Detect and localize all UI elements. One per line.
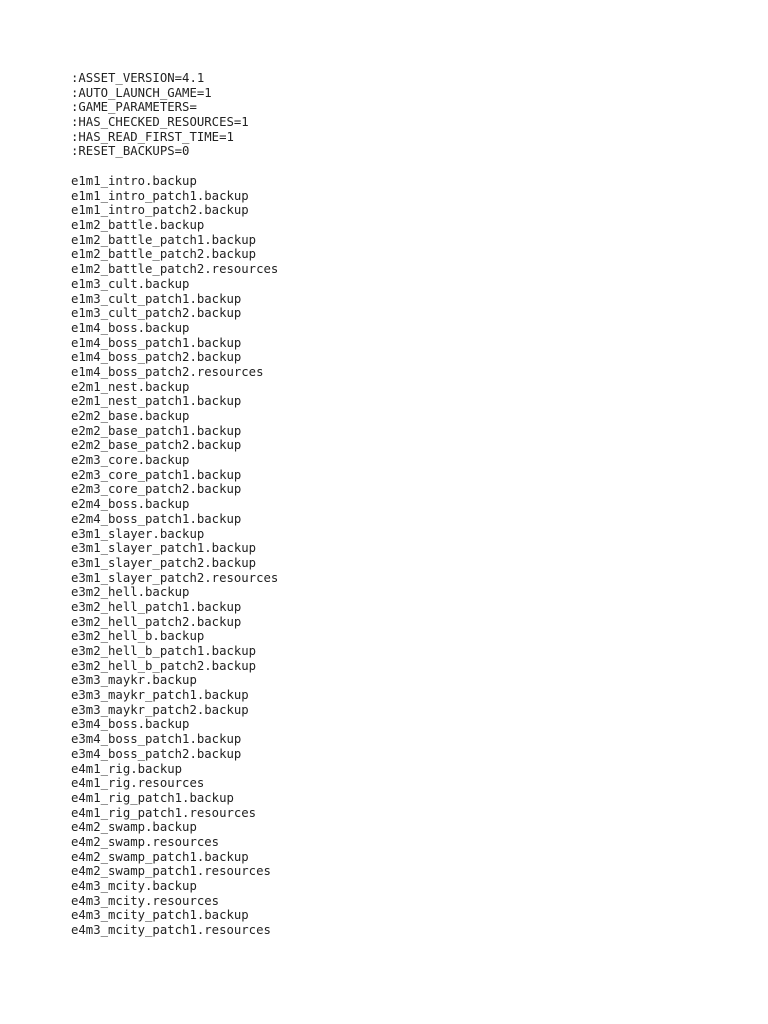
file-line: e2m4_boss_patch1.backup	[71, 511, 242, 526]
file-line: e3m2_hell_b_patch2.backup	[71, 658, 257, 673]
file-line: e4m1_rig_patch1.backup	[71, 790, 234, 805]
file-line: e4m3_mcity_patch1.backup	[71, 908, 249, 923]
file-line: e4m2_swamp.backup	[71, 820, 197, 835]
setting-line: :ASSET_VERSION=4.1	[71, 71, 205, 85]
file-line: e2m1_nest_patch1.backup	[71, 394, 242, 409]
file-line: e4m1_rig.backup	[71, 761, 183, 776]
setting-line: :HAS_CHECKED_RESOURCES=1	[71, 115, 249, 130]
file-line: e4m3_mcity.backup	[71, 879, 197, 893]
file-line: e2m2_base.backup	[71, 409, 190, 423]
file-line: e1m3_cult_patch1.backup	[71, 291, 242, 306]
file-line: e4m1_rig.resources	[71, 776, 205, 791]
file-line: e1m4_boss.backup	[71, 320, 190, 335]
file-line: e3m1_slayer.backup	[71, 526, 205, 541]
file-line: e3m2_hell_b_patch1.backup	[71, 644, 257, 658]
file-line: e1m4_boss_patch2.backup	[71, 350, 242, 365]
file-line: e2m1_nest.backup	[71, 379, 190, 394]
file-line: e3m3_maykr_patch1.backup	[71, 688, 249, 703]
file-line: e3m2_hell.backup	[71, 585, 190, 600]
file-line: e2m2_base_patch2.backup	[71, 438, 242, 453]
file-line: e4m1_rig_patch1.resources	[71, 805, 257, 820]
file-line: e1m3_cult.backup	[71, 276, 190, 291]
settings-list	[71, 71, 249, 159]
file-line: e3m4_boss_patch1.backup	[71, 732, 242, 747]
file-line: e3m3_maykr_patch2.backup	[71, 702, 249, 717]
file-line: e3m2_hell_patch1.backup	[71, 599, 242, 614]
file-line: e1m1_intro_patch1.backup	[71, 188, 249, 203]
file-line: e1m3_cult_patch2.backup	[71, 306, 242, 321]
file-line: e2m3_core_patch1.backup	[71, 467, 242, 482]
file-line: e2m3_core_patch2.backup	[71, 482, 242, 497]
file-line: e4m3_mcity.resources	[71, 893, 220, 908]
file-line: e3m1_slayer_patch2.resources	[71, 570, 279, 585]
setting-line: :AUTO_LAUNCH_GAME=1	[71, 85, 212, 100]
file-line: e3m2_hell_b.backup	[71, 629, 205, 644]
file-line: e1m4_boss_patch1.backup	[71, 335, 242, 350]
setting-line: :GAME_PARAMETERS=	[71, 100, 197, 115]
file-line: e2m2_base_patch1.backup	[71, 423, 242, 438]
file-line: e4m3_mcity_patch1.resources	[71, 923, 271, 938]
file-line: e2m4_boss.backup	[71, 497, 190, 512]
file-line: e1m2_battle_patch1.backup	[71, 232, 257, 247]
file-line: e3m2_hell_patch2.backup	[71, 614, 242, 629]
file-line: e3m3_maykr.backup	[71, 673, 197, 688]
file-line: e4m2_swamp_patch1.resources	[71, 864, 271, 879]
file-line: e1m1_intro_patch2.backup	[71, 203, 249, 218]
file-list	[71, 174, 278, 938]
file-line: e1m1_intro.backup	[71, 174, 197, 188]
setting-line: :HAS_READ_FIRST_TIME=1	[71, 129, 234, 144]
file-line: e3m1_slayer_patch1.backup	[71, 541, 257, 556]
file-line: e4m2_swamp.resources	[71, 834, 220, 849]
setting-line: :RESET_BACKUPS=0	[71, 144, 190, 159]
file-line: e2m3_core.backup	[71, 453, 190, 468]
file-line: e1m2_battle.backup	[71, 218, 205, 233]
file-line: e3m1_slayer_patch2.backup	[71, 555, 257, 570]
file-line: e1m2_battle_patch2.resources	[71, 262, 279, 277]
file-line: e1m2_battle_patch2.backup	[71, 247, 257, 262]
file-line: e1m4_boss_patch2.resources	[71, 364, 264, 379]
file-line: e3m4_boss.backup	[71, 717, 190, 732]
file-line: e3m4_boss_patch2.backup	[71, 746, 242, 761]
file-line: e4m2_swamp_patch1.backup	[71, 849, 249, 864]
